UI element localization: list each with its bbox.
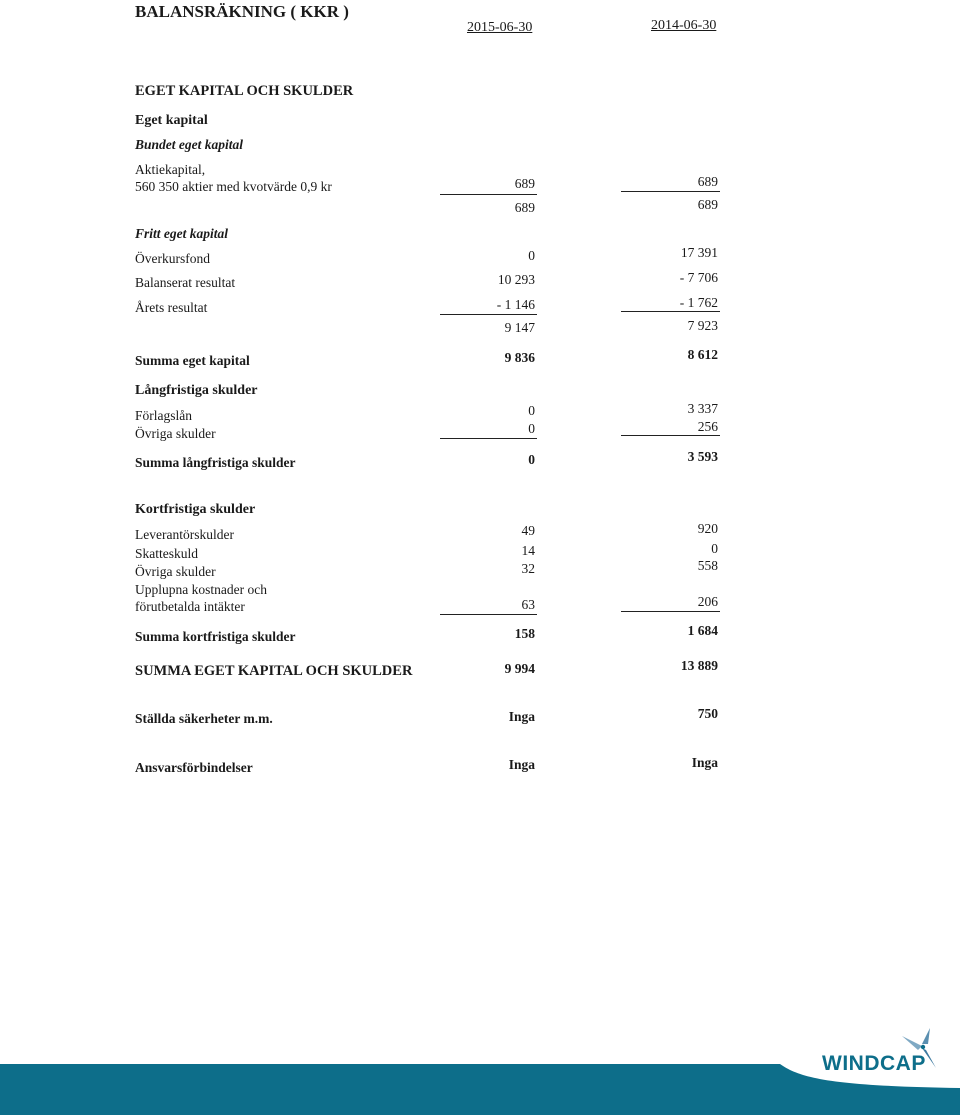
label-summa-eget-kapital: Summa eget kapital xyxy=(135,353,250,368)
heading-bundet-eget-kapital: Bundet eget kapital xyxy=(135,137,243,152)
value-skatteskuld-2014: 0 xyxy=(711,541,718,556)
section-heading-equity-liabilities: EGET KAPITAL OCH SKULDER xyxy=(135,83,354,99)
value-balanserat-resultat-2014: - 7 706 xyxy=(679,270,718,285)
value-ovriga-skulder-kort-2014: 558 xyxy=(697,558,718,573)
value-overkursfond-2015: 0 xyxy=(528,248,535,263)
value-leverantorskulder-2014: 920 xyxy=(697,521,718,536)
underline-rule xyxy=(621,311,720,312)
underline-rule xyxy=(440,194,537,195)
windcap-logo-text: WINDCAP xyxy=(822,1052,926,1075)
value-balanserat-resultat-2015: 10 293 xyxy=(497,272,535,287)
value-fritt-sum-2015: 9 147 xyxy=(504,320,535,335)
label-summa-kortfristiga: Summa kortfristiga skulder xyxy=(135,629,296,644)
underline-rule xyxy=(621,435,720,436)
value-upplupna-2014: 206 xyxy=(697,594,718,609)
value-bundet-sum-2015: 689 xyxy=(514,200,535,215)
label-summa-langfristiga: Summa långfristiga skulder xyxy=(135,455,296,470)
underline-rule xyxy=(621,611,720,612)
label-ovriga-skulder-kort: Övriga skulder xyxy=(135,564,216,579)
value-summa-langfristiga-2015: 0 xyxy=(528,452,535,467)
label-leverantorskulder: Leverantörskulder xyxy=(135,527,234,542)
footer-brand-bar xyxy=(0,1064,960,1115)
value-summa-eget-kapital-2014: 8 612 xyxy=(687,347,718,362)
column-header-2015: 2015-06-30 xyxy=(467,20,533,35)
column-header-2014: 2014-06-30 xyxy=(651,18,717,33)
underline-rule xyxy=(621,191,720,192)
heading-eget-kapital: Eget kapital xyxy=(135,113,208,128)
value-grand-total-2015: 9 994 xyxy=(504,661,535,676)
label-grand-total: SUMMA EGET KAPITAL OCH SKULDER xyxy=(135,663,413,679)
value-upplupna-2015: 63 xyxy=(521,597,535,612)
heading-kortfristiga-skulder: Kortfristiga skulder xyxy=(135,502,256,517)
label-stallda-sakerheter: Ställda säkerheter m.m. xyxy=(135,711,273,726)
page-title: BALANSRÄKNING ( KKR ) xyxy=(135,2,349,21)
value-stallda-sakerheter-2014: 750 xyxy=(697,706,718,721)
value-arets-resultat-2015: - 1 146 xyxy=(496,297,535,312)
underline-rule xyxy=(440,438,537,439)
heading-fritt-eget-kapital: Fritt eget kapital xyxy=(135,226,228,241)
value-leverantorskulder-2015: 49 xyxy=(521,523,535,538)
value-ansvarsforbindelser-2014: Inga xyxy=(691,755,718,770)
underline-rule xyxy=(440,314,537,315)
value-skatteskuld-2015: 14 xyxy=(521,543,535,558)
heading-langfristiga-skulder: Långfristiga skulder xyxy=(135,383,258,398)
value-aktiekapital-2014: 689 xyxy=(697,174,718,189)
value-stallda-sakerheter-2015: Inga xyxy=(508,709,535,724)
value-summa-langfristiga-2014: 3 593 xyxy=(687,449,718,464)
label-balanserat-resultat: Balanserat resultat xyxy=(135,275,236,290)
value-aktiekapital-2015: 689 xyxy=(514,176,535,191)
label-aktiekapital-detail: 560 350 aktier med kvotvärde 0,9 kr xyxy=(135,179,332,194)
value-ovriga-skulder-kort-2015: 32 xyxy=(521,561,535,576)
value-overkursfond-2014: 17 391 xyxy=(680,245,718,260)
value-grand-total-2014: 13 889 xyxy=(680,658,718,673)
value-forlagslan-2014: 3 337 xyxy=(687,401,718,416)
label-forlagslan: Förlagslån xyxy=(135,408,192,423)
value-ovriga-skulder-lang-2015: 0 xyxy=(528,421,535,436)
value-summa-kortfristiga-2015: 158 xyxy=(514,626,535,641)
label-aktiekapital: Aktiekapital, xyxy=(135,162,206,177)
label-arets-resultat: Årets resultat xyxy=(135,300,208,315)
value-fritt-sum-2014: 7 923 xyxy=(687,318,718,333)
label-forutbetalda: förutbetalda intäkter xyxy=(135,599,245,614)
value-forlagslan-2015: 0 xyxy=(528,403,535,418)
value-ansvarsforbindelser-2015: Inga xyxy=(508,757,535,772)
label-ovriga-skulder-lang: Övriga skulder xyxy=(135,426,216,441)
value-summa-kortfristiga-2014: 1 684 xyxy=(687,623,718,638)
label-skatteskuld: Skatteskuld xyxy=(135,546,198,561)
underline-rule xyxy=(440,614,537,615)
value-ovriga-skulder-lang-2014: 256 xyxy=(697,419,718,434)
label-overkursfond: Överkursfond xyxy=(135,251,210,266)
value-arets-resultat-2014: - 1 762 xyxy=(679,295,718,310)
value-bundet-sum-2014: 689 xyxy=(697,197,718,212)
value-summa-eget-kapital-2015: 9 836 xyxy=(504,350,535,365)
label-ansvarsforbindelser: Ansvarsförbindelser xyxy=(135,760,253,775)
label-upplupna: Upplupna kostnader och xyxy=(135,582,267,597)
